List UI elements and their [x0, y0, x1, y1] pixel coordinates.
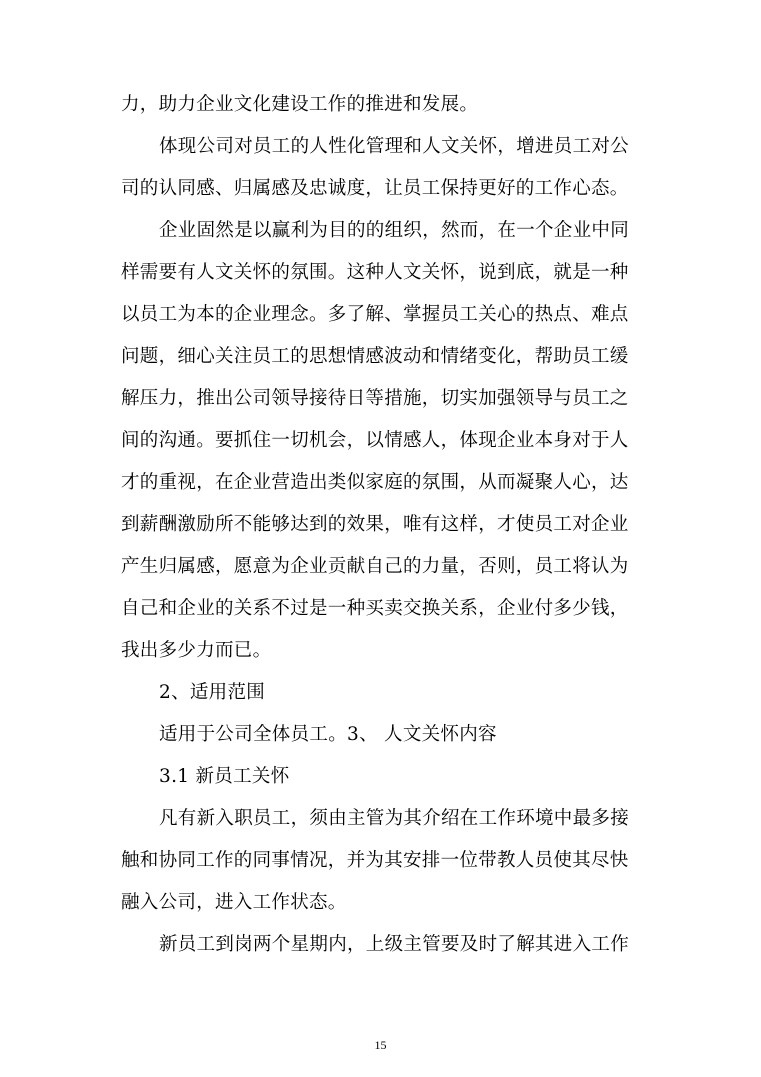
- text-line: 以员工为本的企业理念。多了解、掌握员工关心的热点、难点: [121, 304, 629, 325]
- text-line: 体现公司对员工的人性化管理和人文关怀，增进员工对公: [159, 136, 630, 157]
- text-line: 凡有新入职员工，须由主管为其介绍在工作环境中最多接: [159, 808, 630, 829]
- text-line: 新员工到岗两个星期内，上级主管要及时了解其进入工作: [159, 934, 630, 955]
- text-line: 融入公司，进入工作状态。: [121, 892, 347, 913]
- text-line: 我出多少力而已。: [121, 640, 272, 661]
- body-text: [121, 84, 636, 966]
- text-line: 问题，细心关注员工的思想情感波动和情绪变化，帮助员工缓: [121, 346, 629, 367]
- text-line: 间的沟通。要抓住一切机会，以情感人，体现企业本身对于人: [121, 430, 629, 451]
- text-line: 到薪酬激励所不能够达到的效果，唯有这样，才使员工对企业: [121, 514, 629, 535]
- text-line: 适用于公司全体员工。3、 人文关怀内容: [159, 724, 497, 745]
- text-line: 自己和企业的关系不过是一种买卖交换关系，企业付多少钱，: [121, 598, 629, 619]
- page-number: 15: [374, 1038, 387, 1052]
- text-line: 解压力，推出公司领导接待日等措施，切实加强领导与员工之: [121, 388, 629, 409]
- text-line: 企业固然是以赢利为目的的组织，然而，在一个企业中同: [159, 220, 630, 241]
- text-line: 才的重视，在企业营造出类似家庭的氛围，从而凝聚人心，达: [121, 472, 629, 493]
- section-heading: 2、适用范围: [159, 682, 266, 703]
- text-line: 司的认同感、归属感及忠诚度，让员工保持更好的工作心态。: [121, 178, 629, 199]
- subsection-heading: 3.1 新员工关怀: [159, 766, 290, 787]
- text-line: 产生归属感，愿意为企业贡献自己的力量，否则，员工将认为: [121, 556, 629, 577]
- text-line: 力，助力企业文化建设工作的推进和发展。: [121, 94, 479, 115]
- text-line: 样需要有人文关怀的氛围。这种人文关怀，说到底，就是一种: [121, 262, 629, 283]
- text-line: 触和协同工作的同事情况，并为其安排一位带教人员使其尽快: [121, 850, 629, 871]
